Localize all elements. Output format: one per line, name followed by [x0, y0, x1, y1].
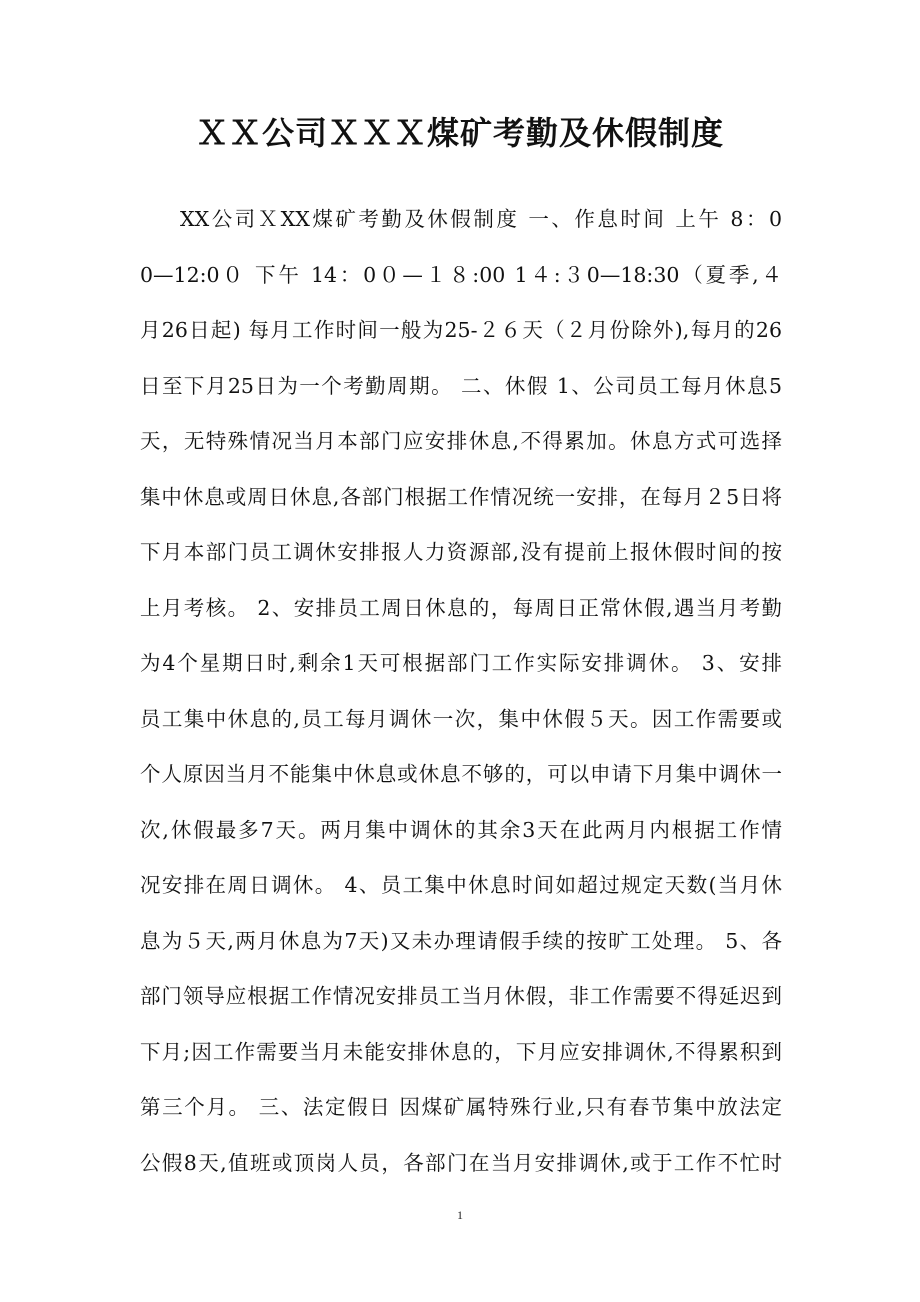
body-line: 天，无特殊情况当月本部门应安排休息,不得累加。休息方式可选择 [140, 429, 782, 453]
body-line: XX公司ＸXX煤矿考勤及休假制度 一、作息时间 上午 8：0 [180, 207, 782, 231]
body-line: 上月考核。 2、安排员工周日休息的，每周日正常休假,遇当月考勤 [140, 595, 782, 620]
document-body [140, 192, 782, 1191]
body-line: 第三个月。 三、法定假日 因煤矿属特殊行业,只有春节集中放法定 [140, 1095, 782, 1119]
body-line: 集中休息或周日休息,各部门根据工作情况统一安排，在每月２5日将 [140, 484, 782, 509]
body-line: 下月;因工作需要当月未能安排休息的，下月应安排调休,不得累积到 [140, 1039, 782, 1064]
body-line: 息为５天,两月休息为7天)又未办理请假手续的按旷工处理。 5、各 [140, 928, 782, 953]
body-line: 为4个星期日时,剩余1天可根据部门工作实际安排调休。 3、安排 [140, 651, 782, 675]
body-line: 个人原因当月不能集中休息或休息不够的，可以申请下月集中调休一 [140, 762, 782, 786]
body-line: 况安排在周日调休。 4、员工集中休息时间如超过规定天数(当月休 [140, 873, 782, 897]
body-line: 0—12:0０ 下午 14：0０—１８:00 1４:３0—18:30（夏季,４ [140, 262, 782, 287]
body-line: 员工集中休息的,员工每月调休一次，集中休假５天。因工作需要或 [140, 706, 782, 731]
page-number: 1 [457, 1208, 463, 1222]
body-line: 部门领导应根据工作情况安排员工当月休假，非工作需要不得延迟到 [140, 984, 782, 1008]
body-line: 下月本部门员工调休安排报人力资源部,没有提前上报休假时间的按 [140, 540, 782, 564]
body-line: 次,休假最多7天。两月集中调休的其余3天在此两月内根据工作情 [140, 817, 782, 842]
body-line: 月26日起) 每月工作时间一般为25-２６天（２月份除外),每月的26 [140, 318, 782, 342]
body-line: 日至下月25日为一个考勤周期。 二、休假 1、公司员工每月休息5 [140, 373, 782, 398]
body-line: 公假8天,值班或顶岗人员，各部门在当月安排调休,或于工作不忙时 [140, 1150, 782, 1175]
document-title: ＸＸ公司ＸＸＸ煤矿考勤及休假制度 [195, 114, 724, 152]
